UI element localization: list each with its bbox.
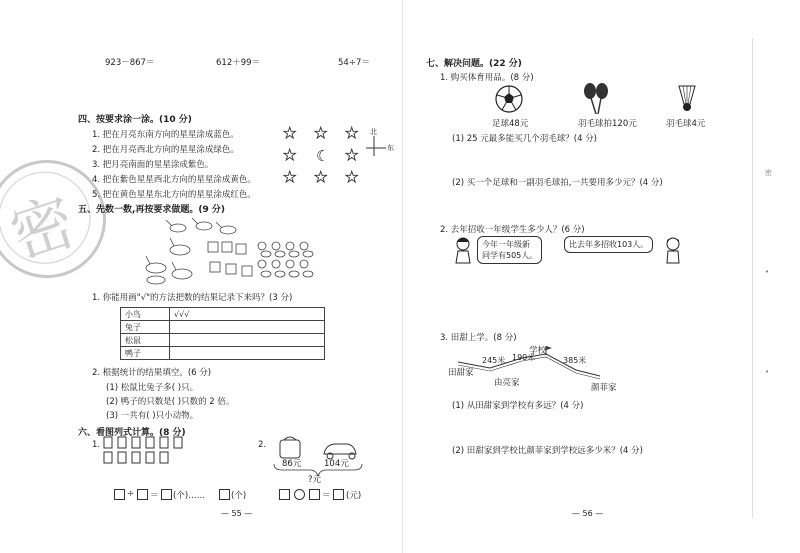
compass-east: 东 xyxy=(387,144,394,152)
table-row xyxy=(121,308,325,321)
p1-q1: (1) 25 元最多能买几个羽毛球？(4 分) xyxy=(452,134,598,144)
section-4-title: 四、按要求涂一涂。(10 分) xyxy=(78,115,192,125)
binding-strip-mark: • xyxy=(765,268,770,276)
table-row xyxy=(121,334,325,347)
calc-3: 54÷7＝ xyxy=(338,58,370,68)
distance-2: 190米 xyxy=(512,353,536,362)
sec4-item-2: 2. 把在月亮西北方向的星星涂成绿色。 xyxy=(92,145,239,155)
section-7-title: 七、解决问题。(22 分) xyxy=(426,59,522,69)
p3-q1: (1) 从田甜家到学校有多远？(4 分) xyxy=(452,401,584,411)
binding-strip xyxy=(752,38,793,518)
sec4-item-3: 3. 把月亮南面的星星涂成紫色。 xyxy=(92,160,214,170)
answer-box[interactable] xyxy=(161,489,172,500)
tally-animal: 鸭子 xyxy=(121,347,170,360)
tally-marks[interactable] xyxy=(170,334,325,347)
star-r3c3[interactable]: ★ xyxy=(345,168,359,186)
star-r3c2[interactable]: ★ xyxy=(314,168,328,186)
eq1-op-4: (个) xyxy=(231,491,247,501)
eq1-op-1: ÷ xyxy=(127,489,135,499)
eq1-op-3: (个)…… xyxy=(173,491,206,501)
answer-box[interactable] xyxy=(279,489,290,500)
tally-marks[interactable]: √√√ xyxy=(170,308,325,321)
route-map xyxy=(450,344,650,388)
place-youliang: 由亮家 xyxy=(494,378,520,388)
bubble-2-text: 比去年多招收103人。 xyxy=(569,240,649,249)
star-r3c1[interactable]: ★ xyxy=(283,168,297,186)
answer-box[interactable] xyxy=(309,489,320,500)
cups-illustration xyxy=(102,436,192,466)
speech-bubble-2 xyxy=(564,236,653,253)
place-yanfei: 颜菲家 xyxy=(591,383,617,393)
tally-animal: 小鸟 xyxy=(121,308,170,321)
shuttlecock-icon xyxy=(676,84,698,114)
answer-box[interactable] xyxy=(137,489,148,500)
label-shuttlecock: 羽毛球4元 xyxy=(666,119,706,129)
label-racket: 羽毛球拍120元 xyxy=(578,119,637,129)
section-6-title: 六、看图列式计算。(8 分) xyxy=(78,428,186,438)
star-r1c3[interactable]: ★ xyxy=(345,124,359,142)
page-number-right: — 56 — xyxy=(572,509,604,518)
sec4-item-1: 1. 把在月亮东南方向的星星涂成蓝色。 xyxy=(92,130,239,140)
page-number-left: — 55 — xyxy=(221,509,253,518)
section-5-title: 五、先数一数,再按要求做题。(9 分) xyxy=(78,205,226,215)
place-school: 学校 xyxy=(529,346,547,356)
answer-box[interactable] xyxy=(114,489,125,500)
eq1-op-2: ＝ xyxy=(150,491,159,501)
bubble-1-line-2: 同学有505人。 xyxy=(482,251,538,260)
eq2-op-2: (元) xyxy=(346,491,362,501)
sec5-q2-line-3: (3) 一共有( )只小动物。 xyxy=(106,411,199,421)
page-divider xyxy=(402,0,403,553)
football-icon xyxy=(494,84,524,114)
answer-box[interactable] xyxy=(333,489,344,500)
p1-q2: (2) 买一个足球和一副羽毛球拍,一共要用多少元？(4 分) xyxy=(452,178,663,188)
tally-table xyxy=(120,307,325,360)
answer-box[interactable] xyxy=(219,489,230,500)
eq2-op-1: ＝ xyxy=(322,491,331,501)
boy-icon xyxy=(662,236,684,266)
sec5-q2-line-2: (2) 鸭子的只数是( )只数的 2 倍。 xyxy=(106,397,235,407)
answer-circle[interactable] xyxy=(294,489,305,500)
table-row xyxy=(121,321,325,334)
moon-icon: ☾ xyxy=(316,147,330,165)
tally-marks[interactable] xyxy=(170,347,325,360)
place-tiantian: 田甜家 xyxy=(448,368,474,378)
calc-1: 923－867＝ xyxy=(105,58,155,68)
sec4-item-5: 5. 把在黄色星星东北方向的星星涂成红色。 xyxy=(92,190,256,200)
label-football: 足球48元 xyxy=(492,119,529,129)
speech-bubble-1 xyxy=(477,236,542,264)
price-backpack: 86元 xyxy=(282,459,302,469)
tally-animal: 兔子 xyxy=(121,321,170,334)
sec5-q2: 2. 根据统计的结果填空。(6 分) xyxy=(92,368,212,378)
sec5-q2-line-1: (1) 松鼠比兔子多( )只。 xyxy=(106,383,199,393)
star-r2c3[interactable]: ★ xyxy=(345,146,359,164)
p3-q2: (2) 田甜家到学校比颜菲家到学校远多少米？(4 分) xyxy=(452,446,643,456)
girl-icon xyxy=(452,236,474,266)
animals-illustration xyxy=(130,216,330,286)
distance-3: 385米 xyxy=(563,356,587,365)
table-row xyxy=(121,347,325,360)
stamp-character: 密 xyxy=(1,183,84,273)
racket-icon xyxy=(580,82,614,116)
star-r1c1[interactable]: ★ xyxy=(283,124,297,142)
sec6-q2-number: 2. xyxy=(258,440,267,450)
sec6-q1-number: 1. xyxy=(92,440,101,450)
bubble-1-line-1: 今年一年级新 xyxy=(482,240,530,249)
sec4-item-4: 4. 把在紫色星星西北方向的星星涂成黄色。 xyxy=(92,175,256,185)
binding-strip-char: 密 xyxy=(765,169,772,177)
p2-title: 2. 去年招收一年级学生多少人？(6 分) xyxy=(440,225,585,235)
tally-marks[interactable] xyxy=(170,321,325,334)
star-r1c2[interactable]: ★ xyxy=(314,124,328,142)
star-r2c1[interactable]: ★ xyxy=(283,146,297,164)
p1-title: 1. 购买体育用品。(8 分) xyxy=(440,73,534,83)
price-total-question: ?元 xyxy=(308,475,322,485)
binding-strip-mark-2: • xyxy=(765,368,770,376)
p3-title: 3. 田甜上学。(8 分) xyxy=(440,333,517,343)
sec5-q1: 1. 你能用画"√"的方法把数的结果记录下来吗？(3 分) xyxy=(92,293,293,303)
price-car: 104元 xyxy=(324,459,349,469)
distance-1: 245米 xyxy=(482,356,506,365)
calc-2: 612＋99＝ xyxy=(216,58,261,68)
compass-north: 北 xyxy=(370,128,377,136)
tally-animal: 松鼠 xyxy=(121,334,170,347)
